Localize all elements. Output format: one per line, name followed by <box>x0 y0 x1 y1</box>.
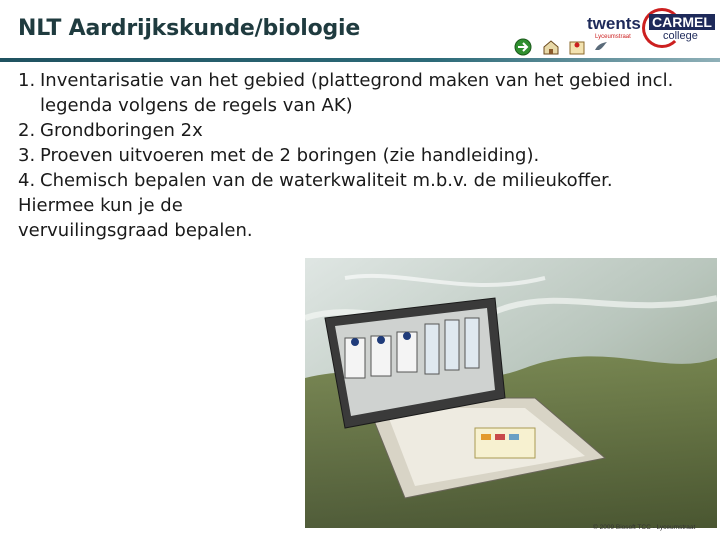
list-item-text: Inventarisatie van het gebied (plattegrond maken van het gebied incl. legenda volgens de regels van AK) <box>40 70 674 116</box>
home-icon[interactable] <box>542 38 560 56</box>
list-item: 4. Chemisch bepalen van de waterkwaliteit m.b.v. de milieukoffer. <box>18 170 613 191</box>
bird-icon[interactable] <box>592 38 610 56</box>
slide-body <box>18 68 698 243</box>
list-item-text: Chemisch bepalen van de waterkwaliteit m.b.v. de milieukoffer. <box>40 170 613 191</box>
logo-text-carmel: CARMEL <box>649 14 715 30</box>
arrow-right-icon[interactable] <box>514 38 532 56</box>
milieukoffer-photo <box>305 258 717 528</box>
logo-text-lyceum: Lyceumstraat <box>595 34 631 40</box>
logo-text-twents: twents <box>587 14 641 33</box>
header-divider <box>0 58 720 62</box>
list-item: 1. Inventarisatie van het gebied (plattegrond maken van het gebied incl. legenda volgens de regels van AK) <box>18 70 674 116</box>
photo-caption: © 2009 Biosoft TCC - Lyceumstraat <box>593 524 696 531</box>
list-item-text: Grondboringen 2x <box>40 120 203 141</box>
closing-line: Hiermee kun je de <box>18 195 183 216</box>
pin-icon[interactable] <box>568 38 586 56</box>
closing-line: vervuilingsgraad bepalen. <box>18 220 253 241</box>
slide-title: NLT Aardrijkskunde/biologie <box>18 16 361 41</box>
list-item: 3. Proeven uitvoeren met de 2 boringen (zie handleiding). <box>18 145 540 166</box>
slide-header <box>0 0 720 62</box>
list-item-text: Proeven uitvoeren met de 2 boringen (zie handleiding). <box>40 145 540 166</box>
logo-text-college: college <box>663 30 698 42</box>
list-item: 2. Grondboringen 2x <box>18 120 203 141</box>
